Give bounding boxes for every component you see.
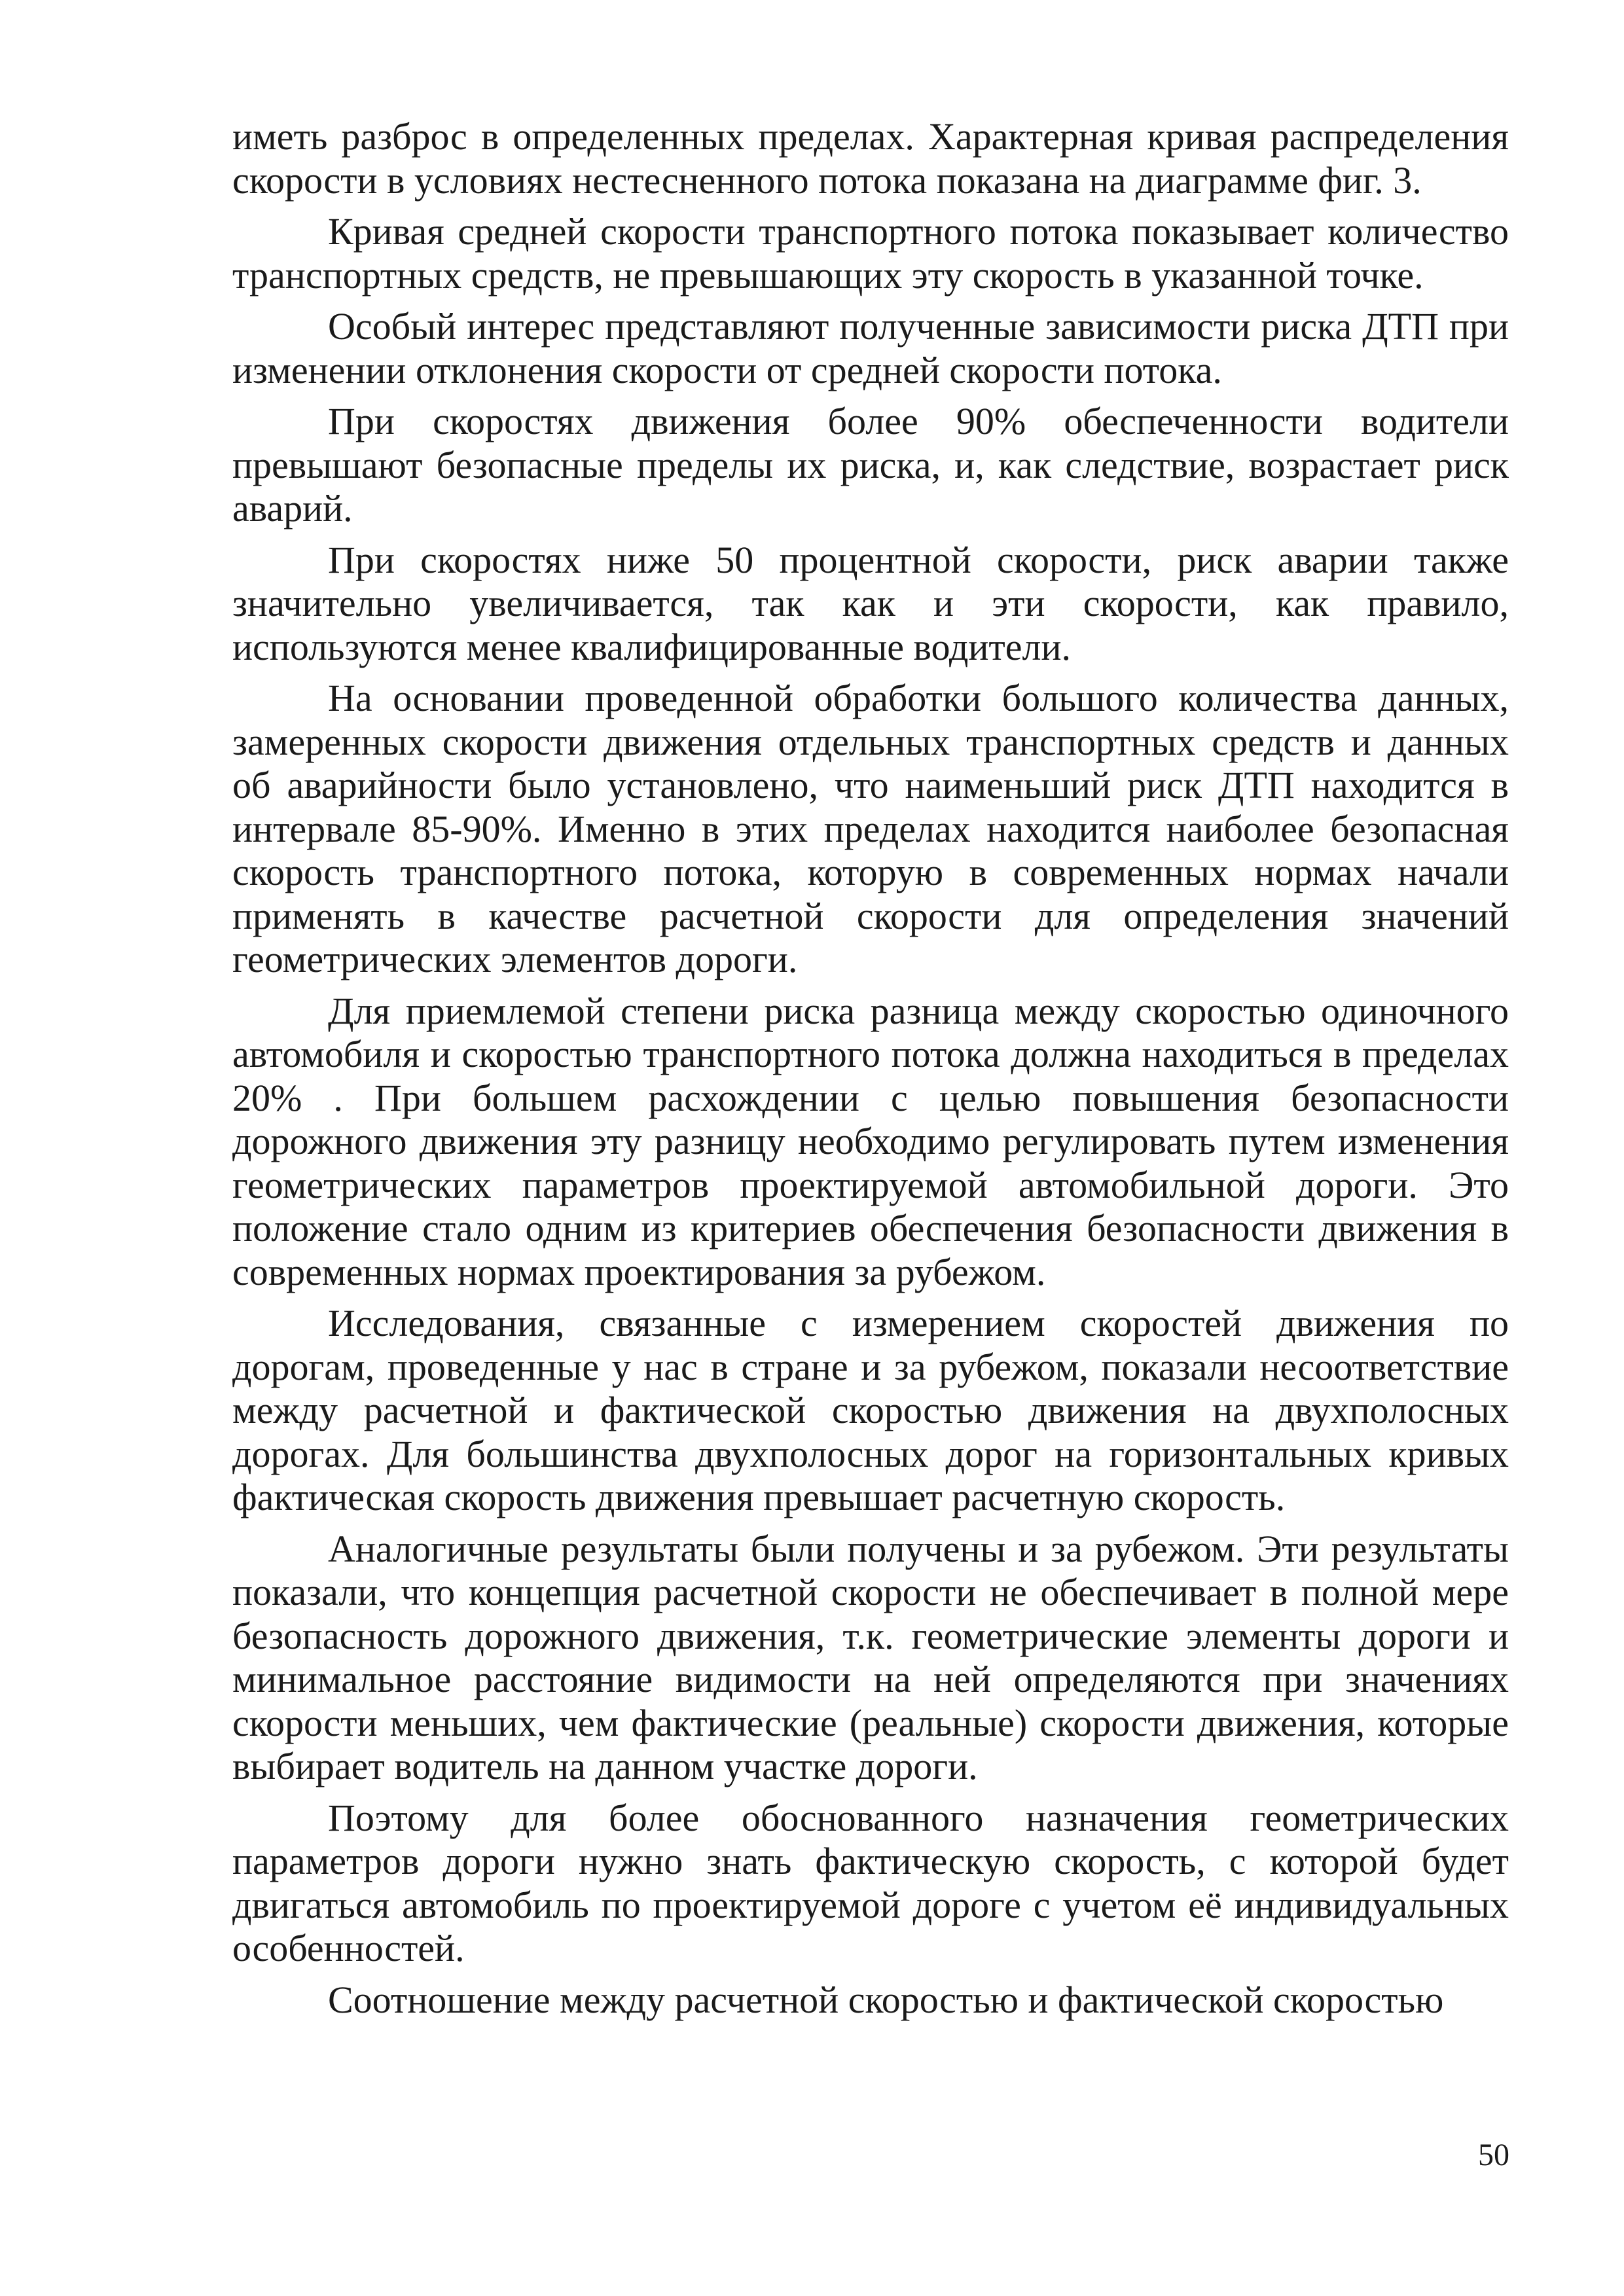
paragraph: Аналогичные результаты были получены и за рубежом. Эти результаты показали, что концепция расчетной скорости не обеспечивает в полной мере безопасность дорожного движения, т.к. геометрические элементы дороги и минимальное расстояние видимости на ней определяются при значениях скорости меньших, чем фактические (реальные) скорости движения, которые выбирает водитель на данном участке дороги. (232, 1527, 1509, 1787)
paragraph: При скоростях движения более 90% обеспеченности водители превышают безопасные пределы их риска, и, как следствие, возрастает риск аварий. (232, 400, 1509, 529)
paragraph-continuation: иметь разброс в определенных пределах. Характерная кривая распределения скорости в условиях нестесненного потока показана на диаграмме фиг. 3. (232, 115, 1509, 202)
paragraph: Особый интерес представляют полученные зависимости риска ДТП при изменении отклонения скорости от средней скорости потока. (232, 305, 1509, 391)
body-text (232, 115, 1509, 2030)
page-number: 50 (1478, 2138, 1509, 2172)
paragraph: Поэтому для более обоснованного назначения геометрических параметров дороги нужно знать фактическую скорость, с которой будет двигаться автомобиль по проектируемой дороге с учетом её индивидуальных особенностей. (232, 1796, 1509, 1969)
paragraph: Для приемлемой степени риска разница между скоростью одиночного автомобиля и скоростью транспортного потока должна находиться в пределах 20% . При большем расхождении с целью повышения безопасности дорожного движения эту разницу необходимо регулировать путем изменения геометрических параметров проектируемой автомобильной дороги. Это положение стало одним из критериев обеспечения безопасности движения в современных нормах проектирования за рубежом. (232, 989, 1509, 1293)
paragraph: При скоростях ниже 50 процентной скорости, риск аварии также значительно увеличивается, так как и эти скорости, как правило, используются менее квалифицированные водители. (232, 538, 1509, 668)
paragraph: Исследования, связанные с измерением скоростей движения по дорогам, проведенные у нас в стране и за рубежом, показали несоответствие между расчетной и фактической скоростью движения на двухполосных дорогах. Для большинства двухполосных дорог на горизонтальных кривых фактическая скорость движения превышает расчетную скорость. (232, 1302, 1509, 1518)
paragraph: На основании проведенной обработки большого количества данных, замеренных скорости движения отдельных транспортных средств и данных об аварийности было установлено, что наименьший риск ДТП находится в интервале 85-90%. Именно в этих пределах находится наиболее безопасная скорость транспортного потока, которую в современных нормах начали применять в качестве расчетной скорости для определения значений геометрических элементов дороги. (232, 677, 1509, 980)
paragraph-final: Соотношение между расчетной скоростью и фактической скоростью (328, 1978, 1444, 2021)
paragraph: Кривая средней скорости транспортного потока показывает количество транспортных средств, не превышающих эту скорость в указанной точке. (232, 210, 1509, 296)
